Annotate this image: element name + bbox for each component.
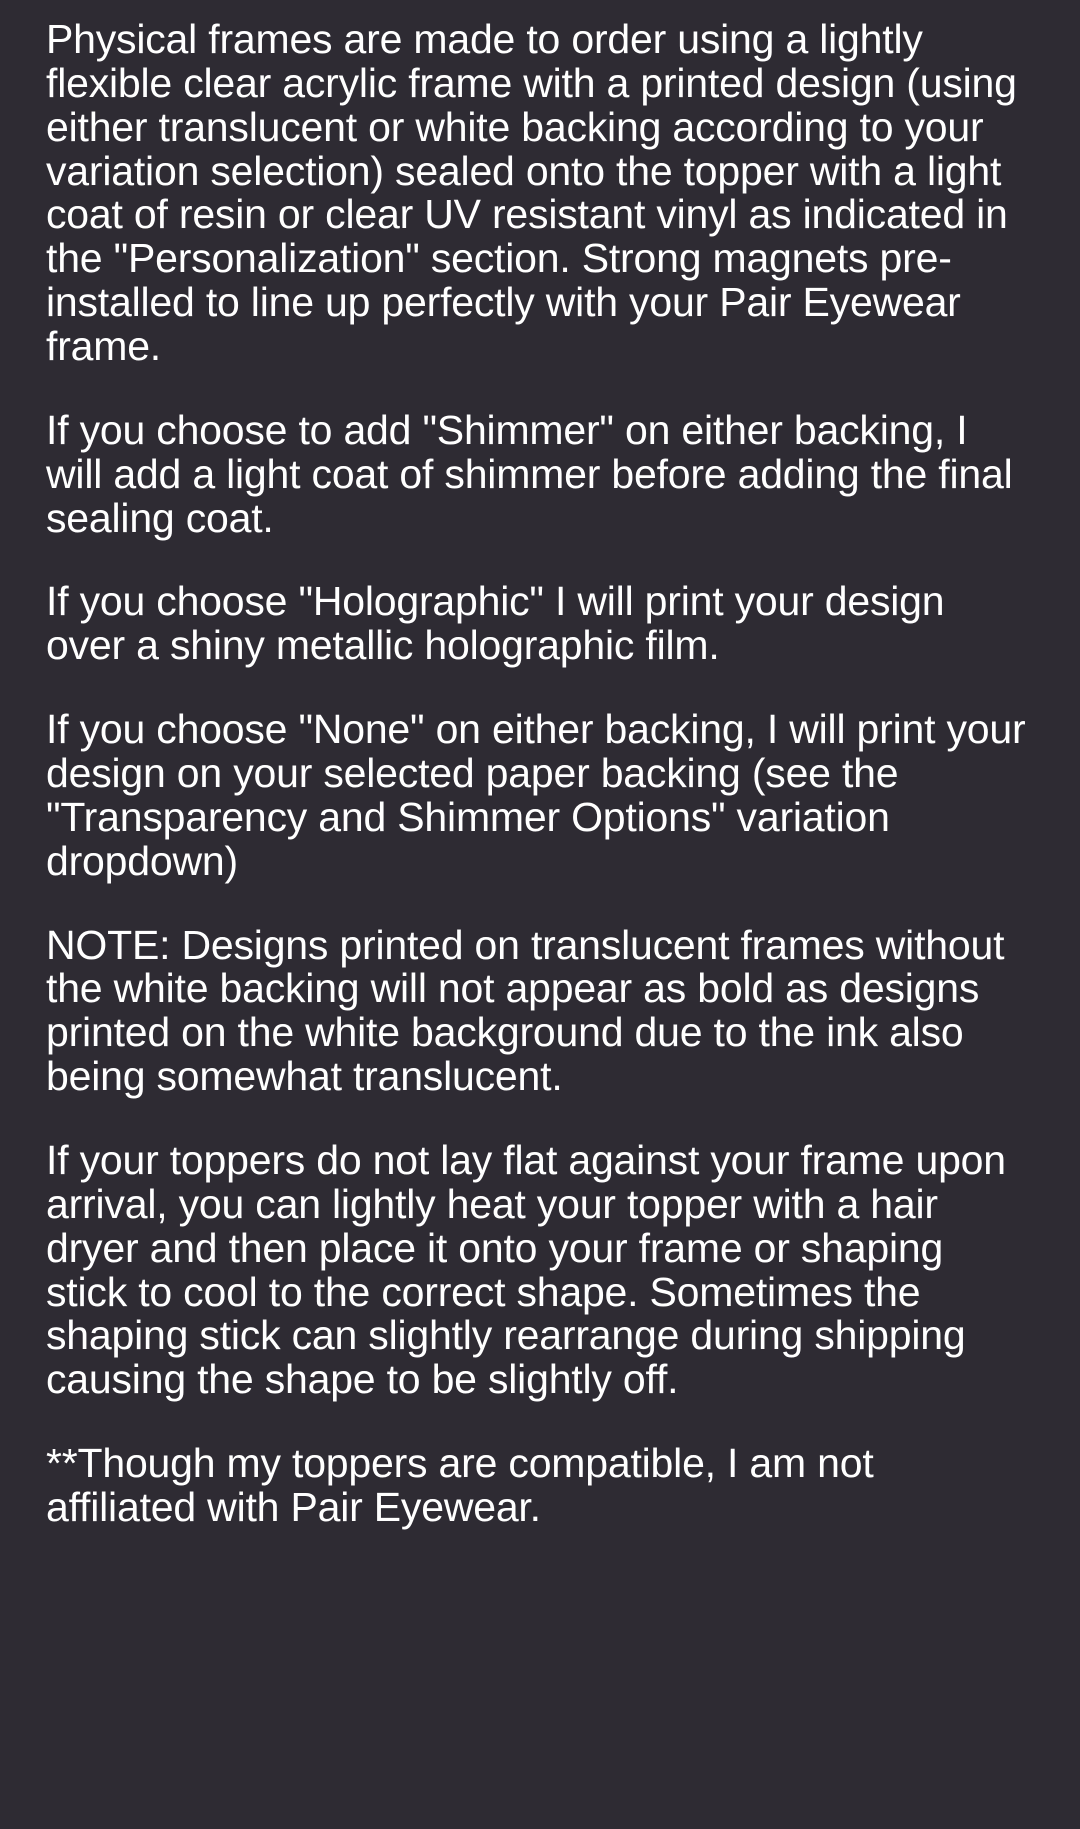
paragraph-holographic-option: If you choose "Holographic" I will print your design over a shiny metallic holographic film.: [46, 578, 956, 669]
paragraph-physical-frames: Physical frames are made to order using a lightly flexible clear acrylic frame with a printed design (using either translucent or white backing according to your variation selection) sealed onto the topper with a light coat of resin or clear UV resistant vinyl as indicated in the "Personalization" section. Strong magnets pre-installed to line up perfectly with your Pair Eyewear frame.: [46, 16, 1028, 370]
item-description-text: [46, 16, 1037, 1531]
paragraph-none-option: If you choose "None" on either backing, I will print your design on your selected paper backing (see the "Transparency and Shimmer Options" variation dropdown): [46, 706, 1037, 884]
paragraph-affiliation-disclaimer: **Though my toppers are compatible, I am not affiliated with Pair Eyewear.: [46, 1440, 885, 1531]
paragraph-translucent-note: NOTE: Designs printed on translucent frames without the white backing will not appear as bold as designs printed on the white background due to the ink also being somewhat translucent.: [46, 921, 1016, 1100]
paragraph-flattening-tip: If your toppers do not lay flat against your frame upon arrival, you can lightly heat your topper with a hair dryer and then place it onto your frame or shaping stick to cool to the correct shape. Sometimes the shaping stick can slightly rearrange during shipping causing the shape to be slightly off.: [46, 1137, 1018, 1403]
paragraph-shimmer-option: If you choose to add "Shimmer" on either backing, I will add a light coat of shimmer before adding the final sealing coat.: [46, 406, 1024, 541]
